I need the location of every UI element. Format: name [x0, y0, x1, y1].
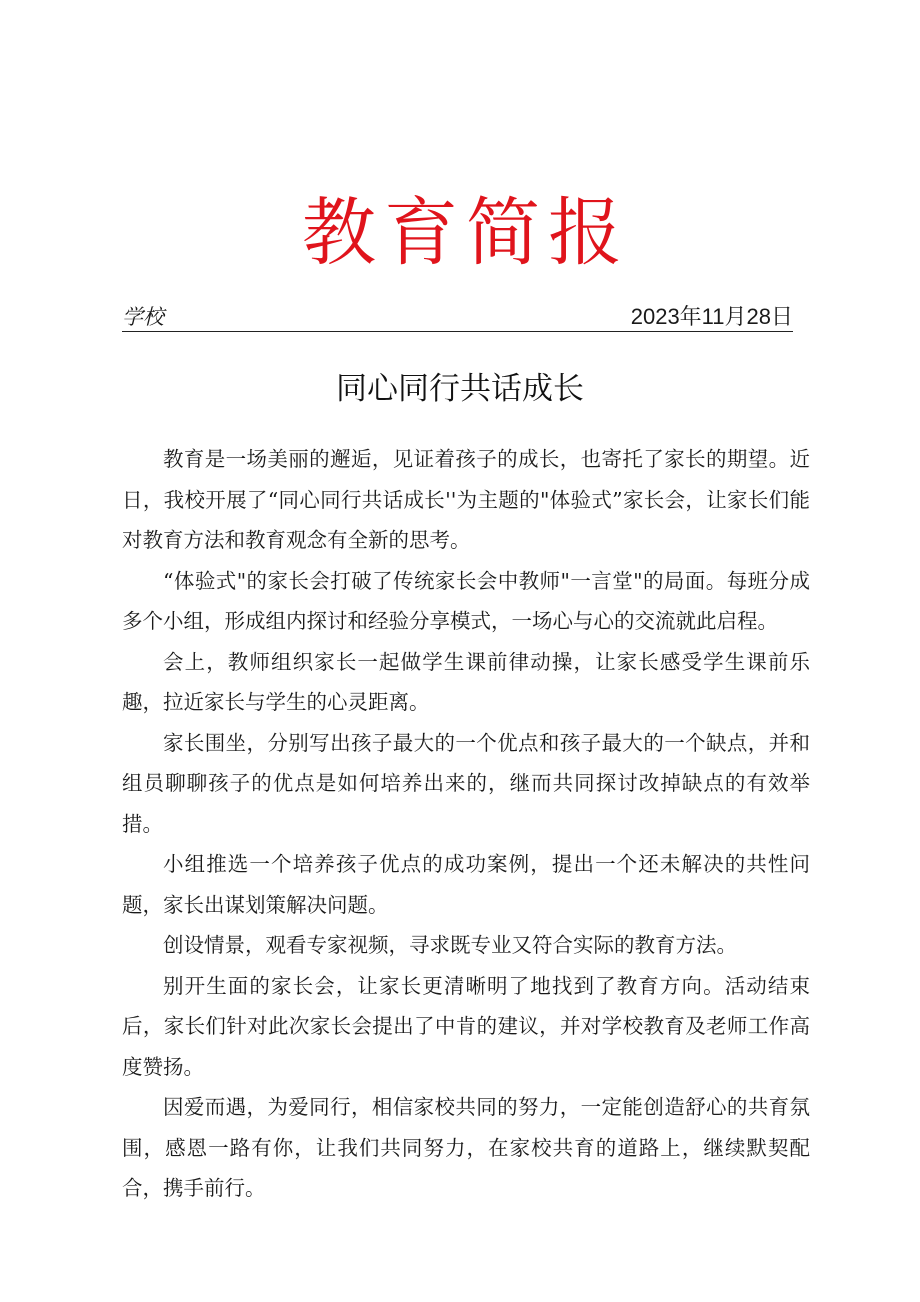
school-label: 学校 [122, 305, 164, 329]
paragraph: 因爱而遇，为爱同行，相信家校共同的努力，一定能创造舒心的共育氛围，感恩一路有你，让我们共同努力，在家校共育的道路上，继续默契配合，携手前行。 [122, 1095, 810, 1200]
paragraph: 会上，教师组织家长一起做学生课前律动操，让家长感受学生课前乐趣，拉近家长与学生的心灵距离。 [122, 649, 810, 714]
article-body [122, 439, 810, 1209]
article-title: 同心同行共话成长 [336, 371, 584, 407]
masthead-title: 教育简报 [302, 190, 630, 276]
paragraph: “体验式"的家长会打破了传统家长会中教师"一言堂"的局面。每班分成多个小组，形成组内探讨和经验分享模式，一场心与心的交流就此启程。 [122, 568, 810, 633]
issue-date: 2023年11月28日 [630, 304, 793, 329]
info-line [122, 303, 793, 332]
paragraph: 别开生面的家长会，让家长更清晰明了地找到了教育方向。活动结束后，家长们针对此次家长会提出了中肯的建议，并对学校教育及老师工作高度赞扬。 [122, 973, 810, 1079]
paragraph: 创设情景，观看专家视频，寻求既专业又符合实际的教育方法。 [163, 933, 737, 957]
paragraph: 小组推选一个培养孩子优点的成功案例，提出一个还未解决的共性问题，家长出谋划策解决问题。 [122, 852, 810, 917]
paragraph: 教育是一场美丽的邂逅，见证着孩子的成长，也寄托了家长的期望。近日，我校开展了“同心同行共话成长''为主题的"体验式”家长会，让家长们能对教育方法和教育观念有全新的思考。 [122, 447, 810, 552]
paragraph: 家长围坐，分别写出孩子最大的一个优点和孩子最大的一个缺点，并和组员聊聊孩子的优点是如何培养出来的，继而共同探讨改掉缺点的有效举措。 [122, 730, 810, 836]
